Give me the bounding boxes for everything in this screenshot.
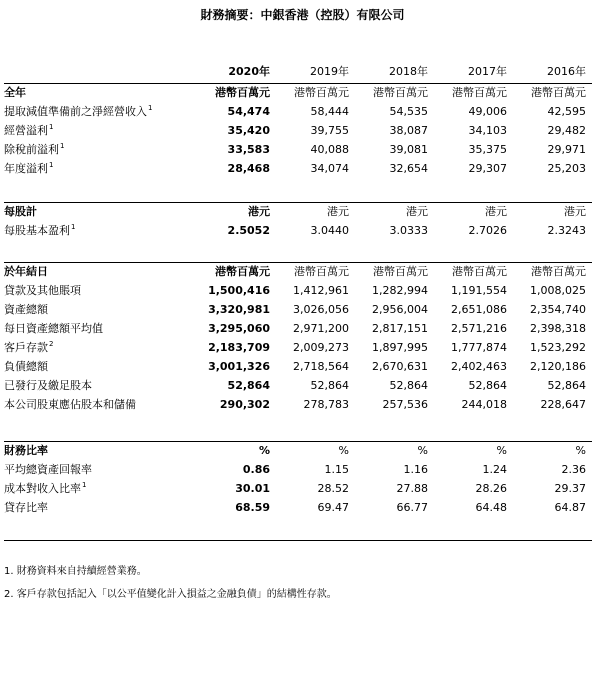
cell: 0.86 [242,463,270,476]
table-row [0,479,600,498]
cell: 2,651,086 [451,303,507,316]
section-year-end [0,262,600,414]
cell: 1,500,416 [208,284,270,297]
cell: 58,444 [310,105,349,118]
unit-1: 港幣百萬元 [294,265,349,278]
cell: 64.48 [475,501,507,514]
cell: 54,474 [227,105,270,118]
cell: 1,897,995 [372,341,428,354]
cell: 34,074 [310,162,349,175]
unit-2: 港幣百萬元 [373,265,428,278]
unit-0: 港幣百萬元 [215,86,270,99]
cell: 35,375 [468,143,507,156]
section-financial-ratios [0,441,600,517]
cell: 1,412,961 [293,284,349,297]
table-row [0,395,600,414]
cell: 29.37 [554,482,586,495]
cell: 28.26 [475,482,507,495]
table-row [0,159,600,178]
row-label: 每股基本盈利 [4,224,70,237]
cell: 52,864 [468,379,507,392]
unit-2: 港元 [406,205,428,218]
table-row [0,460,600,479]
unit-3: % [496,444,507,457]
section-full-year [0,83,600,178]
cell: 1,523,292 [530,341,586,354]
cell: 2.36 [561,463,586,476]
section-title: 於年結日 [4,265,48,278]
unit-4: 港幣百萬元 [531,86,586,99]
cell: 3.0440 [310,224,349,237]
page-title: 財務摘要：中銀香港（控股）有限公司 [200,8,405,22]
table-row [0,357,600,376]
cell: 39,755 [310,124,349,137]
unit-3: 港幣百萬元 [452,86,507,99]
cell: 30.01 [235,482,270,495]
unit-0: % [258,444,270,457]
cell: 2,183,709 [208,341,270,354]
section-header [0,202,600,221]
row-label: 本公司股東應佔股本和儲備 [4,398,136,411]
footnote-1: 1. 財務資料來自持續經營業務。 [4,566,147,577]
row-label: 經營溢利 [4,124,48,137]
cell: 244,018 [461,398,507,411]
cell: 52,864 [227,379,270,392]
section-title: 每股計 [4,205,37,218]
cell: 2,971,200 [293,322,349,335]
unit-2: % [417,444,428,457]
year-col-1: 2019年 [310,65,349,78]
cell: 3,026,056 [293,303,349,316]
year-col-4: 2016年 [547,65,586,78]
unit-1: 港元 [327,205,349,218]
cell: 28.52 [317,482,349,495]
year-col-3: 2017年 [468,65,507,78]
year-col-0: 2020年 [228,65,270,78]
cell: 257,536 [382,398,428,411]
cell: 2.7026 [468,224,507,237]
cell: 3,295,060 [208,322,270,335]
cell: 2,718,564 [293,360,349,373]
cell: 1,008,025 [530,284,586,297]
year-col-2: 2018年 [389,65,428,78]
cell: 40,088 [310,143,349,156]
cell: 1,191,554 [451,284,507,297]
cell: 66.77 [396,501,428,514]
table-row [0,300,600,319]
cell: 2.3243 [547,224,586,237]
cell: 1,282,994 [372,284,428,297]
row-label: 除稅前溢利 [4,143,59,156]
table-row [0,102,600,121]
unit-1: % [338,444,349,457]
row-label: 客戶存款 [4,341,48,354]
table-row [0,140,600,159]
cell: 1,777,874 [451,341,507,354]
row-label: 貸存比率 [4,501,48,514]
cell: 3.0333 [389,224,428,237]
table-row [0,319,600,338]
row-label: 平均總資產回報率 [4,463,92,476]
cell: 34,103 [468,124,507,137]
cell: 1.16 [403,463,428,476]
table-row [0,376,600,395]
table-row [0,121,600,140]
row-label: 年度溢利 [4,162,48,175]
footnote-ref: 1 [49,123,54,132]
row-label: 貸款及其他賬項 [4,284,81,297]
table-row [0,498,600,517]
cell: 33,583 [227,143,270,156]
cell: 2,956,004 [372,303,428,316]
cell: 27.88 [396,482,428,495]
unit-0: 港幣百萬元 [215,265,270,278]
unit-4: 港元 [564,205,586,218]
cell: 38,087 [389,124,428,137]
cell: 1.24 [482,463,507,476]
footnote-ref: 1 [148,104,153,113]
cell: 69.47 [317,501,349,514]
cell: 1.15 [324,463,349,476]
row-label: 成本對收入比率 [4,482,81,495]
cell: 278,783 [303,398,349,411]
unit-1: 港幣百萬元 [294,86,349,99]
cell: 29,482 [547,124,586,137]
table-row [0,281,600,300]
unit-4: % [575,444,586,457]
cell: 35,420 [227,124,270,137]
footnote-ref: 2 [49,340,54,349]
cell: 2,398,318 [530,322,586,335]
cell: 2,120,186 [530,360,586,373]
unit-4: 港幣百萬元 [531,265,586,278]
section-header [0,262,600,281]
cell: 228,647 [540,398,586,411]
cell: 29,307 [468,162,507,175]
cell: 2,670,631 [372,360,428,373]
footnote-ref: 1 [49,161,54,170]
footnotes [4,560,337,606]
section-header [0,441,600,460]
cell: 42,595 [547,105,586,118]
cell: 39,081 [389,143,428,156]
unit-3: 港幣百萬元 [452,265,507,278]
section-title: 全年 [4,86,26,99]
cell: 68.59 [235,501,270,514]
section-header [0,83,600,102]
unit-0: 港元 [248,205,270,218]
cell: 2,571,216 [451,322,507,335]
cell: 52,864 [547,379,586,392]
unit-2: 港幣百萬元 [373,86,428,99]
section-title: 財務比率 [4,444,48,457]
row-label: 負債總額 [4,360,48,373]
row-label: 提取減值準備前之淨經營收入 [4,105,147,118]
cell: 52,864 [310,379,349,392]
cell: 290,302 [219,398,270,411]
table-row [0,221,600,240]
cell: 32,654 [389,162,428,175]
cell: 2,402,463 [451,360,507,373]
footnote-ref: 1 [82,481,87,490]
cell: 49,006 [468,105,507,118]
cell: 29,971 [547,143,586,156]
cell: 52,864 [389,379,428,392]
table-row [0,338,600,357]
row-label: 已發行及繳足股本 [4,379,92,392]
cell: 3,001,326 [208,360,270,373]
cell: 25,203 [547,162,586,175]
cell: 54,535 [389,105,428,118]
cell: 28,468 [227,162,270,175]
section-per-share [0,202,600,240]
footnote-ref: 1 [71,223,76,232]
cell: 2,009,273 [293,341,349,354]
cell: 2,354,740 [530,303,586,316]
row-label: 資產總額 [4,303,48,316]
footnote-2: 2. 客戶存款包括記入「以公平值變化計入損益之金融負債」的結構性存款。 [4,589,337,600]
cell: 2.5052 [227,224,270,237]
unit-3: 港元 [485,205,507,218]
year-header-row [0,62,600,81]
cell: 3,320,981 [208,303,270,316]
notes-divider [4,540,592,541]
cell: 64.87 [554,501,586,514]
cell: 2,817,151 [372,322,428,335]
row-label: 每日資產總額平均值 [4,322,103,335]
footnote-ref: 1 [60,142,65,151]
